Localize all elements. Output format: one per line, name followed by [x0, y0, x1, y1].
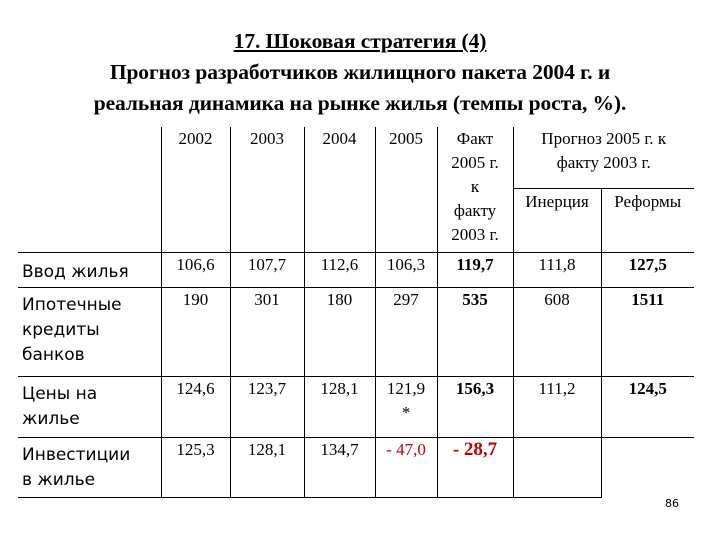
data-table [18, 127, 694, 498]
cell-2002: 190 [161, 287, 230, 376]
header-forecast: Прогноз 2005 г. к факту 2003 г. [513, 127, 694, 188]
header-inertia: Инерция [513, 188, 601, 252]
cell-2005: 297 [375, 287, 437, 376]
cell-2004: 134,7 [304, 437, 375, 497]
row-label: Ввод жилья [18, 252, 161, 287]
cell-2004: 128,1 [304, 376, 375, 437]
header-2004: 2004 [304, 127, 375, 252]
row-label: Инвестиции в жилье [18, 437, 161, 497]
cell-2002: 125,3 [161, 437, 230, 497]
header-fact: Факт 2005 г. к факту 2003 г. [437, 127, 513, 252]
row-label: Цены на жилье [18, 376, 161, 437]
cell-inertia: 111,2 [513, 376, 601, 437]
cell-2002: 106,6 [161, 252, 230, 287]
cell-2003: 123,7 [230, 376, 304, 437]
cell-2004: 112,6 [304, 252, 375, 287]
page-number: 86 [665, 497, 679, 510]
cell-fact: 119,7 [437, 252, 513, 287]
cell-2005: 121,9 * [375, 376, 437, 437]
cell-reforms: 127,5 [601, 252, 694, 287]
header-2002: 2002 [161, 127, 230, 252]
cell-fact: 156,3 [437, 376, 513, 437]
cell-2003: 301 [230, 287, 304, 376]
cell-2003: 107,7 [230, 252, 304, 287]
title-line-3: реальная динамика на рынке жилья (темпы роста, %). [93, 91, 627, 115]
cell-inertia [513, 437, 601, 497]
slide-title [0, 26, 720, 119]
cell-reforms [601, 437, 694, 497]
header-2005: 2005 [375, 127, 437, 252]
header-reforms: Реформы [601, 188, 694, 252]
cell-2002: 124,6 [161, 376, 230, 437]
cell-fact: 535 [437, 287, 513, 376]
cell-inertia: 608 [513, 287, 601, 376]
title-line-1: 17. Шоковая стратегия (4) [233, 29, 487, 53]
cell-reforms: 124,5 [601, 376, 694, 437]
cell-2005: 106,3 [375, 252, 437, 287]
table-row [18, 252, 694, 287]
cell-2004: 180 [304, 287, 375, 376]
table-row [18, 376, 694, 437]
negative-value: - 47,0 [386, 439, 426, 459]
cell-inertia: 111,8 [513, 252, 601, 287]
negative-value: - 28,7 [452, 438, 498, 460]
cell-2003: 128,1 [230, 437, 304, 497]
cell-fact [437, 437, 513, 497]
header-2003: 2003 [230, 127, 304, 252]
cell-2005 [375, 437, 437, 497]
table-row [18, 287, 694, 376]
title-line-2: Прогноз разработчиков жилищного пакета 2004 г. и [109, 60, 611, 84]
table-row [18, 437, 694, 497]
table-corner [18, 127, 161, 252]
row-label: Ипотечные кредиты банков [18, 287, 161, 376]
cell-reforms: 1511 [601, 287, 694, 376]
